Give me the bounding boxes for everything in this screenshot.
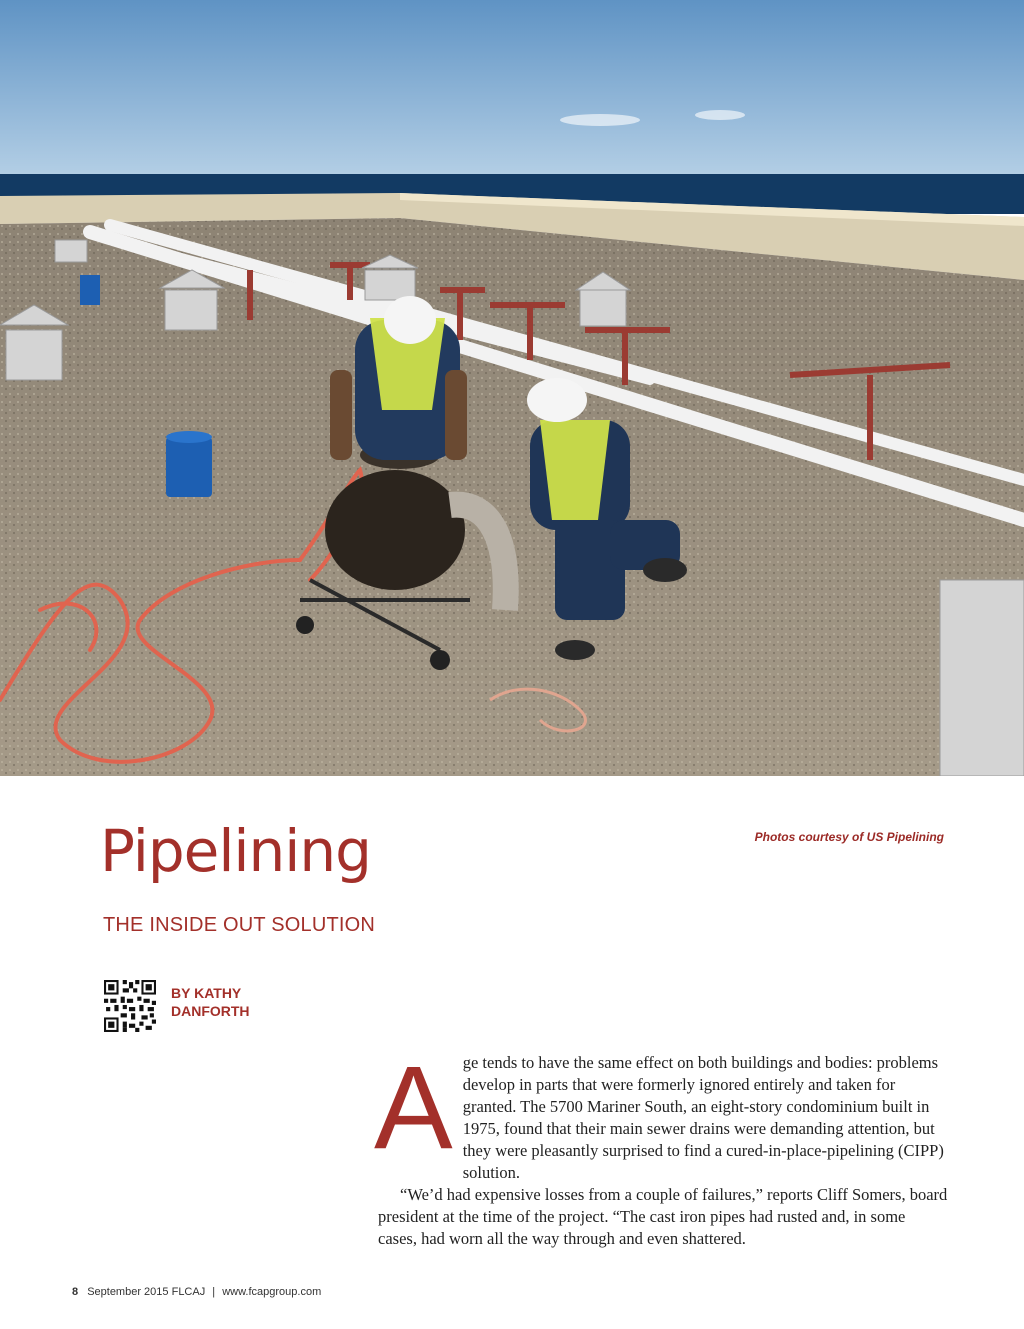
- byline-line-1: BY KATHY: [171, 985, 242, 1001]
- qr-code-icon[interactable]: [104, 980, 156, 1032]
- footer-website[interactable]: www.fcapgroup.com: [222, 1286, 322, 1298]
- footer-separator: |: [212, 1286, 216, 1298]
- page-footer: [72, 1286, 321, 1298]
- photo-credit: Photos courtesy of US Pipelining: [754, 830, 944, 844]
- page-number: 8: [72, 1286, 79, 1298]
- byline: [171, 984, 281, 1020]
- article-title: Pipelining: [100, 817, 371, 885]
- paragraph-1: ge tends to have the same effect on both buildings and bodies: problems develop in parts that were formerly ignored entirely and taken for granted. The 5700 Mariner South, an eight-story condominium built in 1975, found that their main sewer drains were demanding attention, but they were pleasantly surprised to find a cured-in-place-pipelining (CIPP) solution.: [462, 1053, 944, 1182]
- paragraph-2: “We’d had expensive losses from a couple of failures,” reports Cliff Somers, board president at the time of the project. “The cast iron pipes had rusted and, in some cases, had worn all the way through and even shattered.: [378, 1185, 948, 1248]
- footer-publication: FLCAJ: [171, 1286, 206, 1298]
- article-subtitle: THE INSIDE OUT SOLUTION: [103, 914, 376, 936]
- footer-issue: September 2015: [87, 1286, 169, 1298]
- drop-cap: A: [374, 1042, 453, 1174]
- article-body: [374, 1042, 948, 1250]
- byline-line-2: DANFORTH: [171, 1003, 250, 1019]
